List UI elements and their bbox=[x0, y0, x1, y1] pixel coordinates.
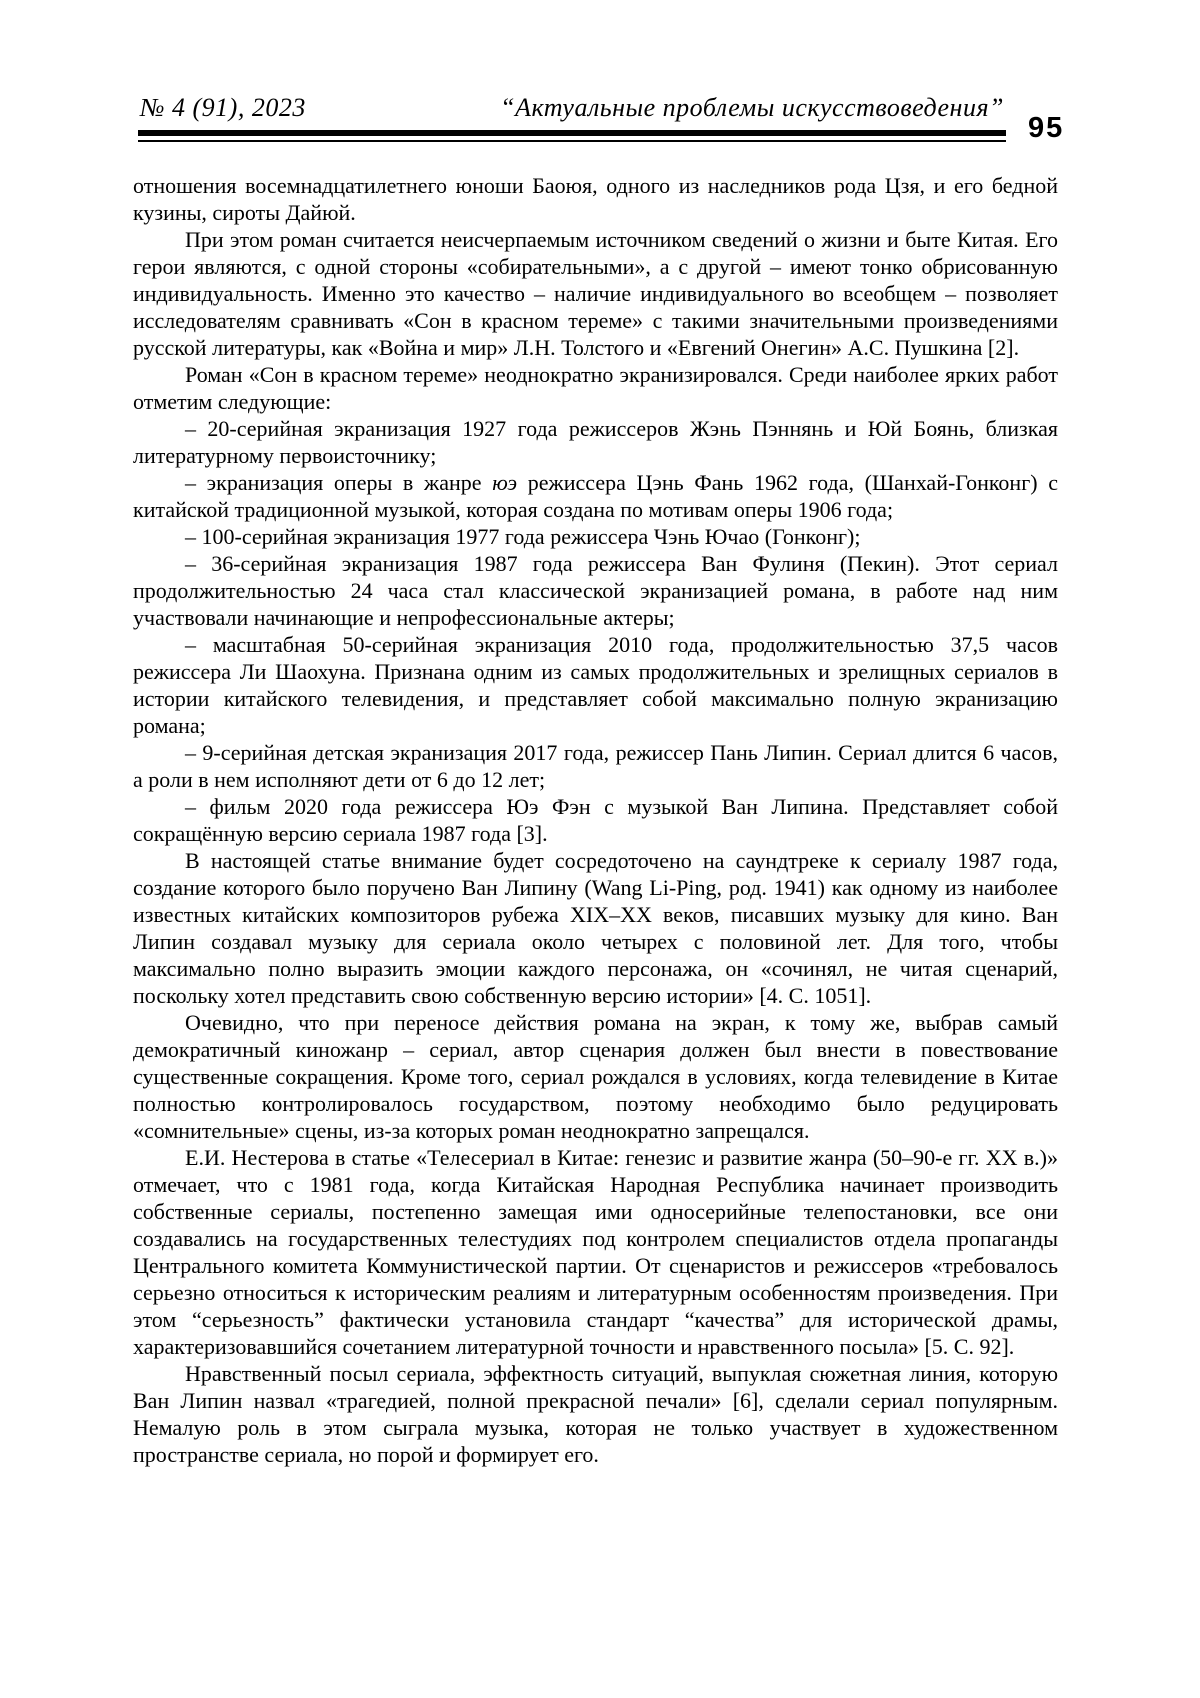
page-number: 95 bbox=[1028, 112, 1065, 144]
text-segment: Роман «Сон в красном тереме» неоднократно экранизировался. Среди наиболее ярких работ отметим следующие: bbox=[133, 362, 1058, 414]
header-journal-title: “Актуальные проблемы искусствоведения” bbox=[500, 93, 1004, 122]
paragraph bbox=[133, 469, 1058, 523]
text-segment: – 36-серийная экранизация 1987 года режиссера Ван Фулиня (Пекин). Этот сериал продолжительностью 24 часа стал классической экранизацией романа, в работе над ним участвовали начинающие и непрофессиональные актеры; bbox=[133, 551, 1058, 630]
text-segment: Нравственный посыл сериала, эффектность ситуаций, выпуклая сюжетная линия, которую Ван Липин назвал «трагедией, полной прекрасной печали» [6], сделали сериал популярным. Немалую роль в этом сыграла музыка, которая не только участвует в художественном пространстве сериала, но порой и формирует его. bbox=[133, 1361, 1058, 1467]
paragraph bbox=[133, 1009, 1058, 1144]
paragraph bbox=[133, 631, 1058, 739]
text-segment: режиссера Цэнь Фань 1962 года, (Шанхай-Гонконг) с китайской традиционной музыкой, которая создана по мотивам оперы 1906 года; bbox=[133, 470, 1058, 522]
text-segment: отношения восемнадцатилетнего юноши Баоюя, одного из наследников рода Цзя, и его бедной кузины, сироты Дайюй. bbox=[133, 173, 1058, 225]
text-segment: Очевидно, что при переносе действия романа на экран, к тому же, выбрав самый демократичный киножанр – сериал, автор сценария должен был внести в повествование существенные сокращения. Кроме того, сериал рождался в условиях, когда телевидение в Китае полностью контролировалось государством, поэтому необходимо было редуцировать «сомнительные» сцены, из-за которых роман неоднократно запрещался. bbox=[133, 1010, 1058, 1143]
paragraph bbox=[133, 1360, 1058, 1468]
text-segment: – 100-серийная экранизация 1977 года режиссера Чэнь Ючао (Гонконг); bbox=[185, 524, 861, 549]
paragraph bbox=[133, 550, 1058, 631]
header-rule bbox=[138, 130, 1006, 142]
text-segment: – экранизация оперы в жанре bbox=[185, 470, 493, 495]
paragraph bbox=[133, 361, 1058, 415]
text-segment: – 20-серийная экранизация 1927 года режиссеров Жэнь Пэннянь и Юй Боянь, близкая литературному первоисточнику; bbox=[133, 416, 1058, 468]
text-segment: – фильм 2020 года режиссера Юэ Фэн с музыкой Ван Липина. Представляет собой сокращённую версию сериала 1987 года [3]. bbox=[133, 794, 1058, 846]
text-segment: При этом роман считается неисчерпаемым источником сведений о жизни и быте Китая. Его герои являются, с одной стороны «собирательными», а с другой – имеют тонко обрисованную индивидуальность. Именно это качество – наличие индивидуального во всеобщем – позволяет исследователям сравнивать «Сон в красном тереме» с такими значительными произведениями русской литературы, как «Война и мир» Л.Н. Толстого и «Евгений Онегин» А.С. Пушкина [2]. bbox=[133, 227, 1058, 360]
header-issue-number: № 4 (91), 2023 bbox=[140, 93, 306, 122]
paragraph bbox=[133, 226, 1058, 361]
paragraph bbox=[133, 739, 1058, 793]
text-segment: – масштабная 50-серийная экранизация 2010 года, продолжительностью 37,5 часов режиссера Ли Шаохуна. Признана одним из самых продолжительных и зрелищных сериалов в истории китайского телевидения, и представляет собой максимально полную экранизацию романа; bbox=[133, 632, 1058, 738]
paragraph bbox=[133, 415, 1058, 469]
paragraph bbox=[133, 793, 1058, 847]
text-segment: В настоящей статье внимание будет сосредоточено на саундтреке к сериалу 1987 года, создание которого было поручено Ван Липину (Wang Li-Ping, род. 1941) как одному из наиболее известных китайских композиторов рубежа XIX–XX веков, писавших музыку для кино. Ван Липин создавал музыку для сериала около четырех с половиной лет. Для того, чтобы максимально полно выразить эмоции каждого персонажа, он «сочинял, не читая сценарий, поскольку хотел представить свою собственную версию истории» [4. С. 1051]. bbox=[133, 848, 1058, 1008]
paragraph bbox=[133, 1144, 1058, 1360]
italic-text-segment: юэ bbox=[492, 470, 518, 495]
text-segment: Е.И. Нестерова в статье «Телесериал в Китае: генезис и развитие жанра (50–90-е гг. XX в.)» отмечает, что с 1981 года, когда Китайская Народная Республика начинает производить собственные сериалы, постепенно замещая ими односерийные телепостановки, все они создавались на государственных телестудиях под контролем специалистов отдела пропаганды Центрального комитета Коммунистической партии. От сценаристов и режиссеров «требовалось серьезно относиться к историческим реалиям и литературным особенностям произведения. При этом “серьезность” фактически установила стандарт “качества” для исторической драмы, характеризовавшийся сочетанием литературной точности и нравственного посыла» [5. С. 92]. bbox=[133, 1145, 1058, 1359]
paragraph bbox=[133, 172, 1058, 226]
paragraph bbox=[133, 847, 1058, 1009]
paragraph bbox=[133, 523, 1058, 550]
text-segment: – 9-серийная детская экранизация 2017 года, режиссер Пань Липин. Сериал длится 6 часов, а роли в нем исполняют дети от 6 до 12 лет; bbox=[133, 740, 1058, 792]
article-body bbox=[133, 172, 1058, 1468]
